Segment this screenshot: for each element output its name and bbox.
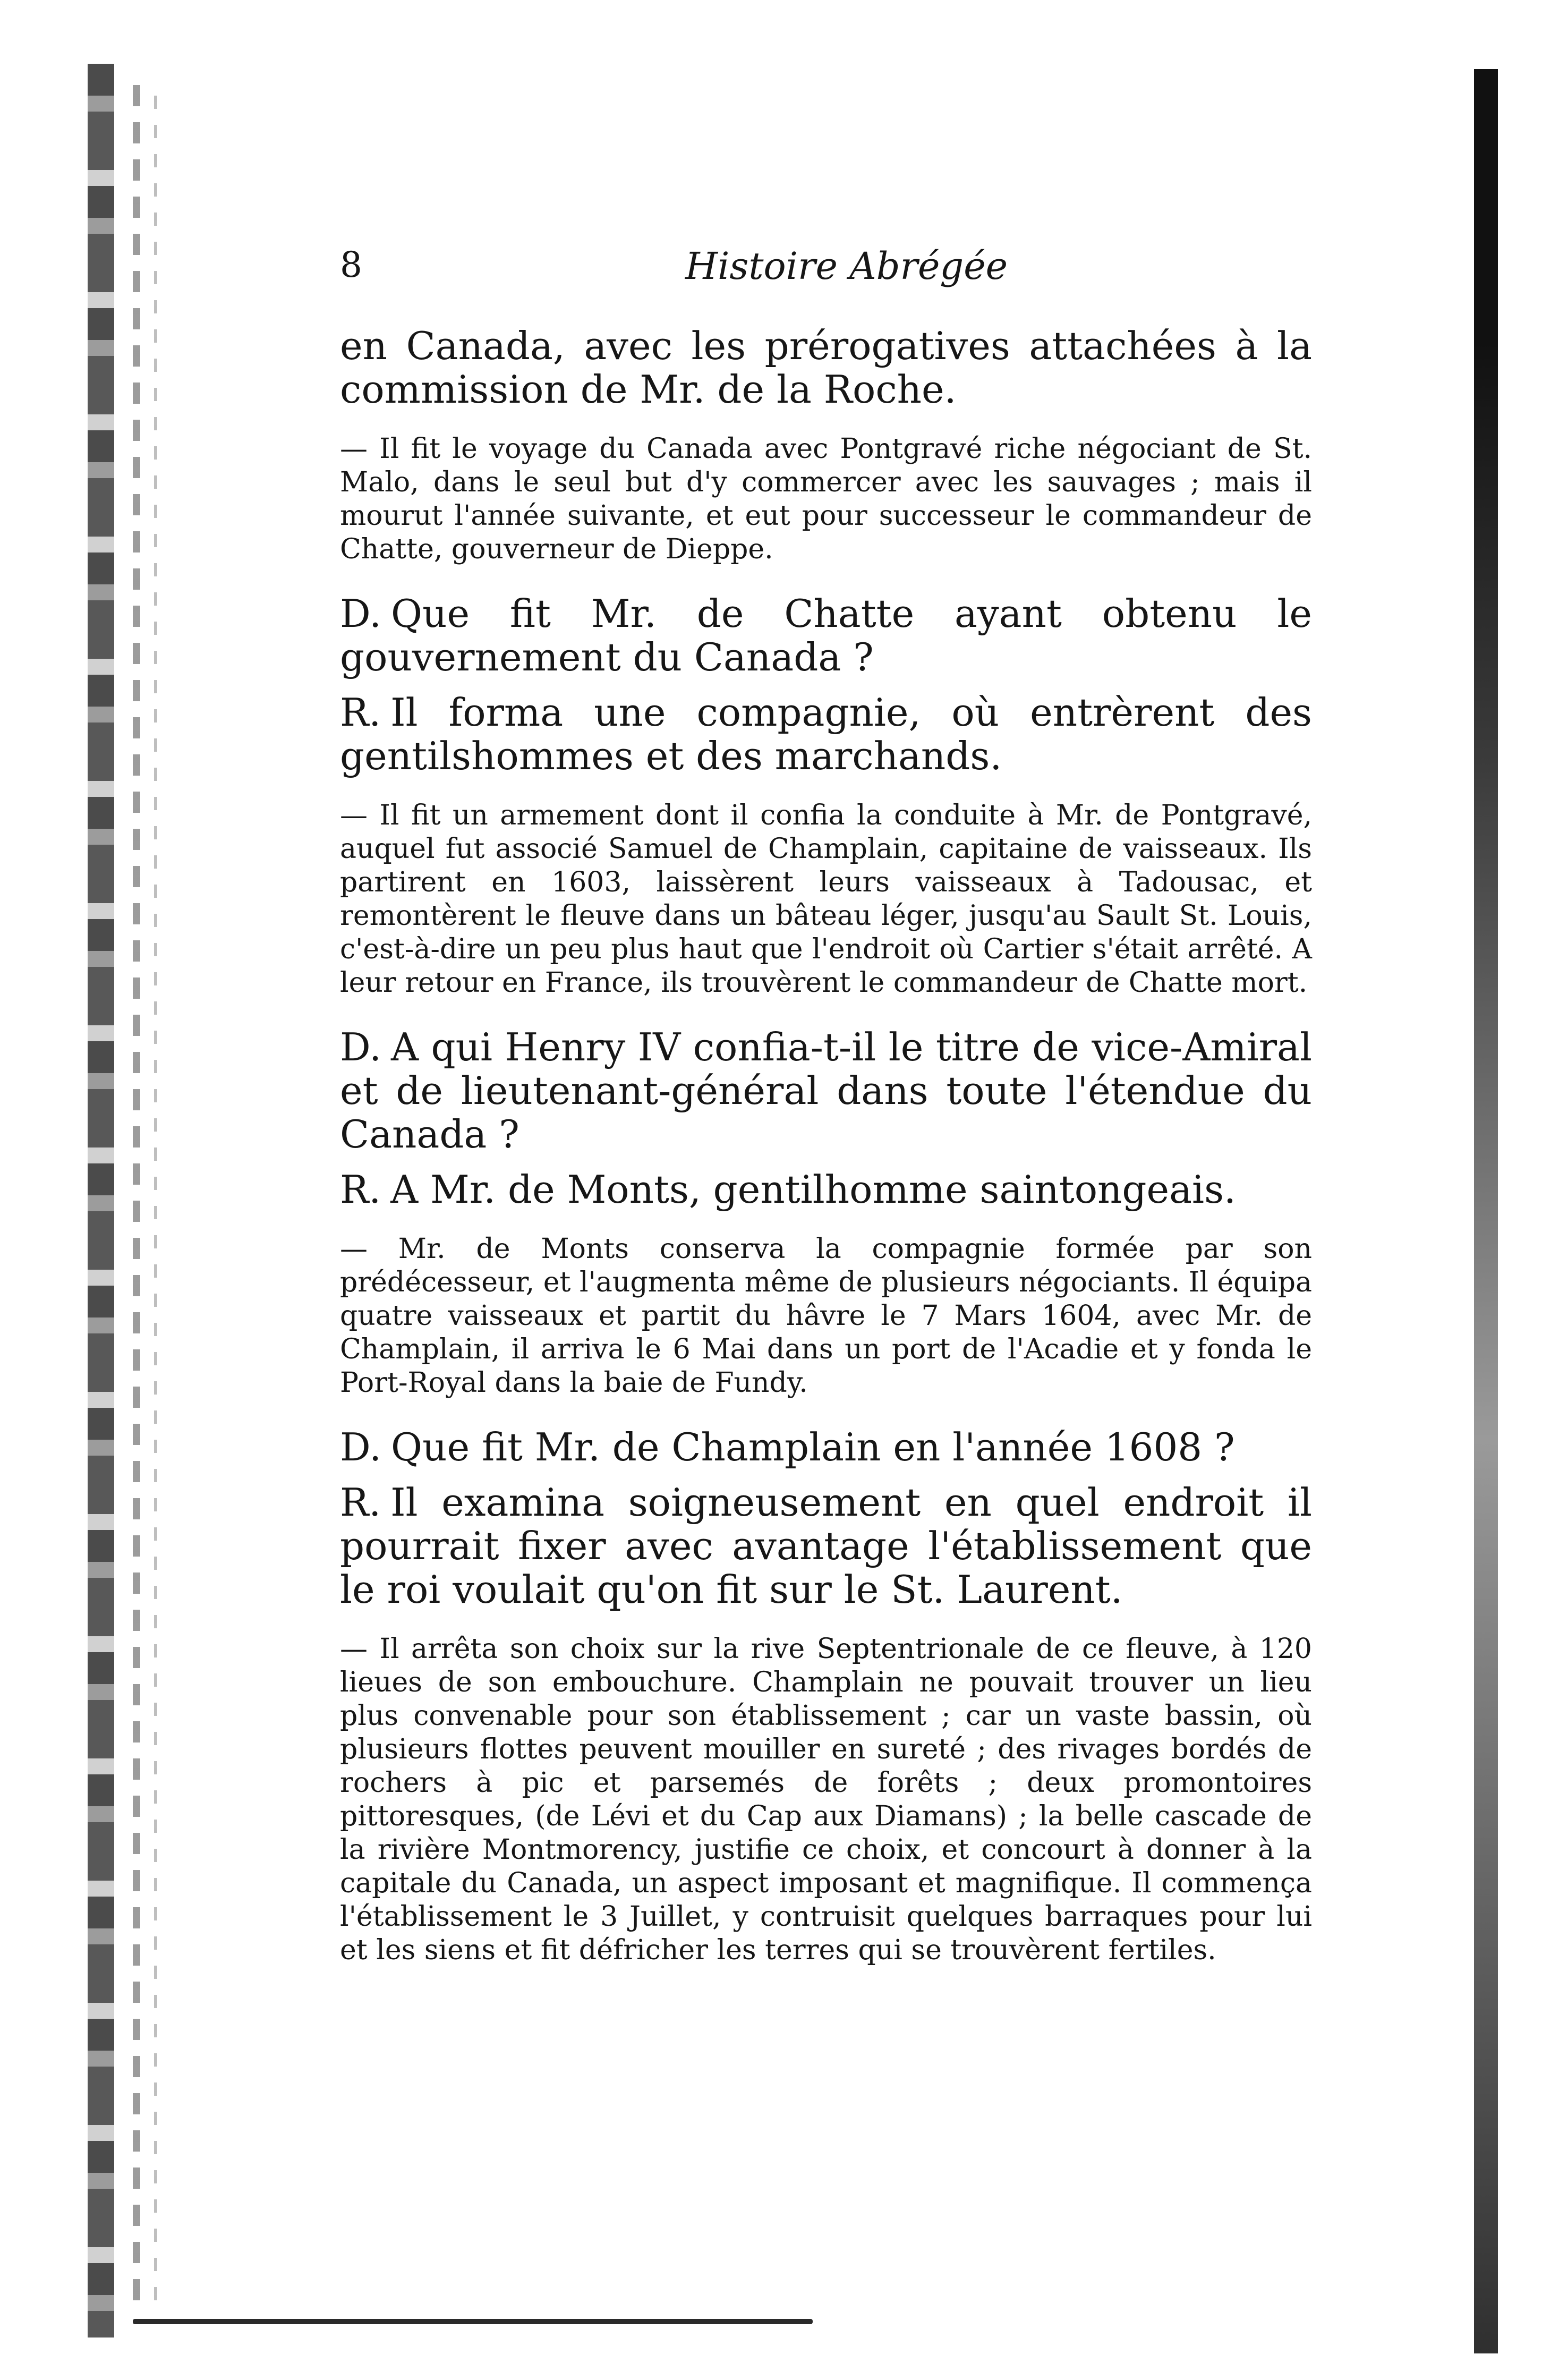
commentary-paragraph [340, 799, 1312, 1000]
answer-label: R. [340, 1167, 381, 1212]
answer-label: R. [340, 690, 381, 735]
paragraph-text: Il examina soigneusement en quel endroit il pourrait fixer avec avantage l'établissement que le roi voulait qu'on fit sur le St. Laurent. [340, 1480, 1312, 1612]
question-paragraph [340, 592, 1312, 679]
binding-shadow [88, 64, 114, 2338]
commentary-paragraph [340, 432, 1312, 566]
binding-shadow-line [154, 96, 157, 2316]
question-label: D. [340, 1025, 382, 1069]
paragraph-text: A qui Henry IV confia-t-il le titre de vice-Amiral et de lieutenant-général dans toute l'étendue du Canada ? [340, 1025, 1312, 1157]
running-title: Histoire Abrégée [685, 244, 1008, 288]
paragraph-text: Que fit Mr. de Chatte ayant obtenu le gouvernement du Canada ? [340, 591, 1312, 679]
paragraph-text: Il forma une compagnie, où entrèrent des gentilshommes et des marchands. [340, 690, 1312, 778]
answer-paragraph [340, 1481, 1312, 1611]
page-body [340, 324, 1312, 1967]
binding-shadow-inner [133, 85, 140, 2316]
page-header [340, 244, 1307, 308]
commentary-paragraph [340, 1633, 1312, 1967]
answer-paragraph [340, 1168, 1312, 1211]
paragraph-text: A Mr. de Monts, gentilhomme saintongeais. [390, 1167, 1236, 1212]
question-paragraph [340, 1025, 1312, 1156]
bottom-scan-line [133, 2319, 813, 2324]
paragraph-continuation [340, 324, 1312, 411]
paragraph-text: — Il arrêta son choix sur la rive Septentrionale de ce fleuve, à 120 lieues de son embouchure. Champlain ne pouvait trouver un lieu plus convenable pour son établissement ; car un vaste bassin, où plusieurs flottes peuvent mouiller en sureté ; des rivages bordés de rochers à pic et parsemés de forêts ; deux promontoires pittoresques, (de Lévi et du Cap aux Diamans) ; la belle cascade de la rivière Montmorency, justifie ce choix, et concourt à donner à la capitale du Canada, un aspect imposant et magnifique. Il commença l'établissement le 3 Juillet, y contruisit quelques barraques pour lui et les siens et fit défricher les terres qui se trouvèrent fertiles. [340, 1633, 1312, 1966]
answer-paragraph [340, 691, 1312, 778]
paragraph-text: Que fit Mr. de Champlain en l'année 1608 ? [391, 1425, 1235, 1469]
answer-label: R. [340, 1480, 381, 1525]
question-label: D. [340, 591, 382, 636]
page-edge-shadow [1474, 69, 1498, 2353]
question-label: D. [340, 1425, 382, 1469]
commentary-paragraph [340, 1232, 1312, 1400]
page-number: 8 [340, 244, 362, 285]
paragraph-text: — Il fit un armement dont il confia la conduite à Mr. de Pontgravé, auquel fut associé Samuel de Champlain, capitaine de vaisseaux. Ils partirent en 1603, laissèrent leurs vaisseaux à Tadousac, et remontèrent le fleuve dans un bâteau léger, jusqu'au Sault St. Louis, c'est-à-dire un peu plus haut que l'endroit où Cartier s'était arrêté. A leur retour en France, ils trouvèrent le commandeur de Chatte mort. [340, 800, 1312, 999]
question-paragraph [340, 1425, 1312, 1469]
paragraph-text: — Il fit le voyage du Canada avec Pontgravé riche négociant de St. Malo, dans le seul but d'y commercer avec les sauvages ; mais il mourut l'année suivante, et eut pour successeur le commandeur de Chatte, gouverneur de Dieppe. [340, 433, 1312, 565]
paragraph-text: en Canada, avec les prérogatives attachées à la commission de Mr. de la Roche. [340, 324, 1312, 412]
paragraph-text: — Mr. de Monts conserva la compagnie formée par son prédécesseur, et l'augmenta même de plusieurs négociants. Il équipa quatre vaisseaux et partit du hâvre le 7 Mars 1604, avec Mr. de Champlain, il arriva le 6 Mai dans un port de l'Acadie et y fonda le Port-Royal dans la baie de Fundy. [340, 1233, 1312, 1399]
